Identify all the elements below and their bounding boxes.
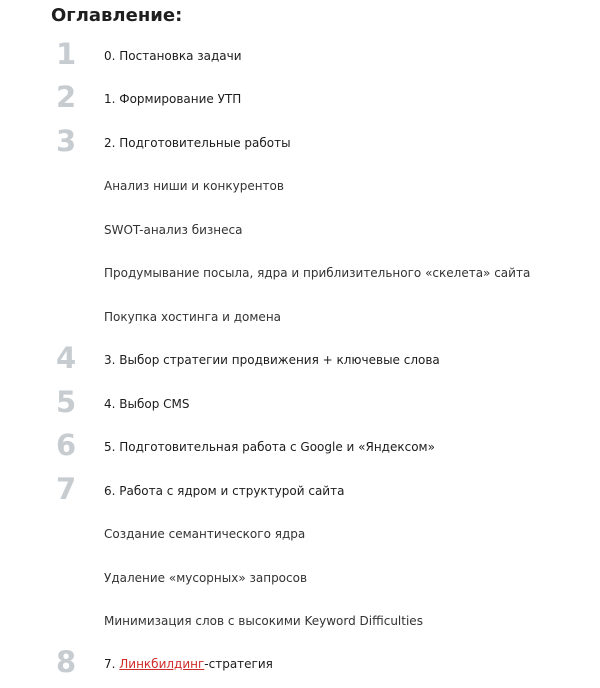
toc-title: Оглавление: — [51, 5, 183, 26]
toc-prefix: 7. — [104, 657, 120, 671]
toc-item-1 — [0, 37, 600, 72]
toc-item-3 — [0, 124, 600, 159]
toc-subitem — [0, 562, 600, 594]
toc-number: 2 — [56, 80, 77, 114]
toc-link-niche-analysis[interactable]: Анализ ниши и конкурентов — [104, 179, 284, 193]
toc-link-strategy-keywords[interactable]: 3. Выбор стратегии продвижения + ключевые слова — [104, 353, 440, 367]
toc-item-6 — [0, 428, 600, 463]
toc-link-semantic-core[interactable]: Создание семантического ядра — [104, 527, 306, 541]
toc-number: 1 — [56, 37, 77, 71]
toc-subitem — [0, 214, 600, 246]
toc-link-swot[interactable]: SWOT-анализ бизнеса — [104, 223, 243, 237]
toc-item-5 — [0, 385, 600, 420]
toc-link-core-structure[interactable]: 6. Работа с ядром и структурой сайта — [104, 484, 345, 498]
toc-item-7 — [0, 472, 600, 507]
toc-number: 7 — [56, 472, 77, 506]
toc-number: 6 — [56, 428, 77, 462]
toc-link-google-yandex[interactable]: 5. Подготовительная работа с Google и «Яндексом» — [104, 440, 435, 454]
toc-number: 5 — [56, 385, 77, 419]
toc-number: 3 — [56, 124, 77, 158]
toc-link-cms[interactable]: 4. Выбор CMS — [104, 397, 190, 411]
toc-link-junk-queries[interactable]: Удаление «мусорных» запросов — [104, 571, 308, 585]
toc-item-8 — [0, 645, 600, 680]
toc-item-4 — [0, 341, 600, 376]
toc-link-hosting-domain[interactable]: Покупка хостинга и домена — [104, 310, 282, 324]
toc-item-2 — [0, 80, 600, 115]
toc-linkbuilding-row — [104, 656, 273, 672]
toc-link-site-skeleton[interactable]: Продумывание посыла, ядра и приблизительного «скелета» сайта — [104, 266, 531, 280]
toc-number: 8 — [56, 645, 77, 679]
toc-link-keyword-difficulties[interactable]: Минимизация слов с высокими Keyword Difficulties — [104, 614, 423, 628]
linkbuilding-link[interactable]: Линкбилдинг — [119, 657, 205, 671]
toc-suffix: -стратегия — [204, 657, 273, 671]
toc-subitem — [0, 605, 600, 637]
toc-subitem — [0, 518, 600, 550]
toc-subitem — [0, 257, 600, 289]
toc-link-task-statement[interactable]: 0. Постановка задачи — [104, 49, 242, 63]
toc-subitem — [0, 170, 600, 202]
toc-link-usp[interactable]: 1. Формирование УТП — [104, 92, 242, 106]
toc-number: 4 — [56, 341, 77, 375]
toc-subitem — [0, 301, 600, 333]
toc-link-preparation[interactable]: 2. Подготовительные работы — [104, 136, 291, 150]
